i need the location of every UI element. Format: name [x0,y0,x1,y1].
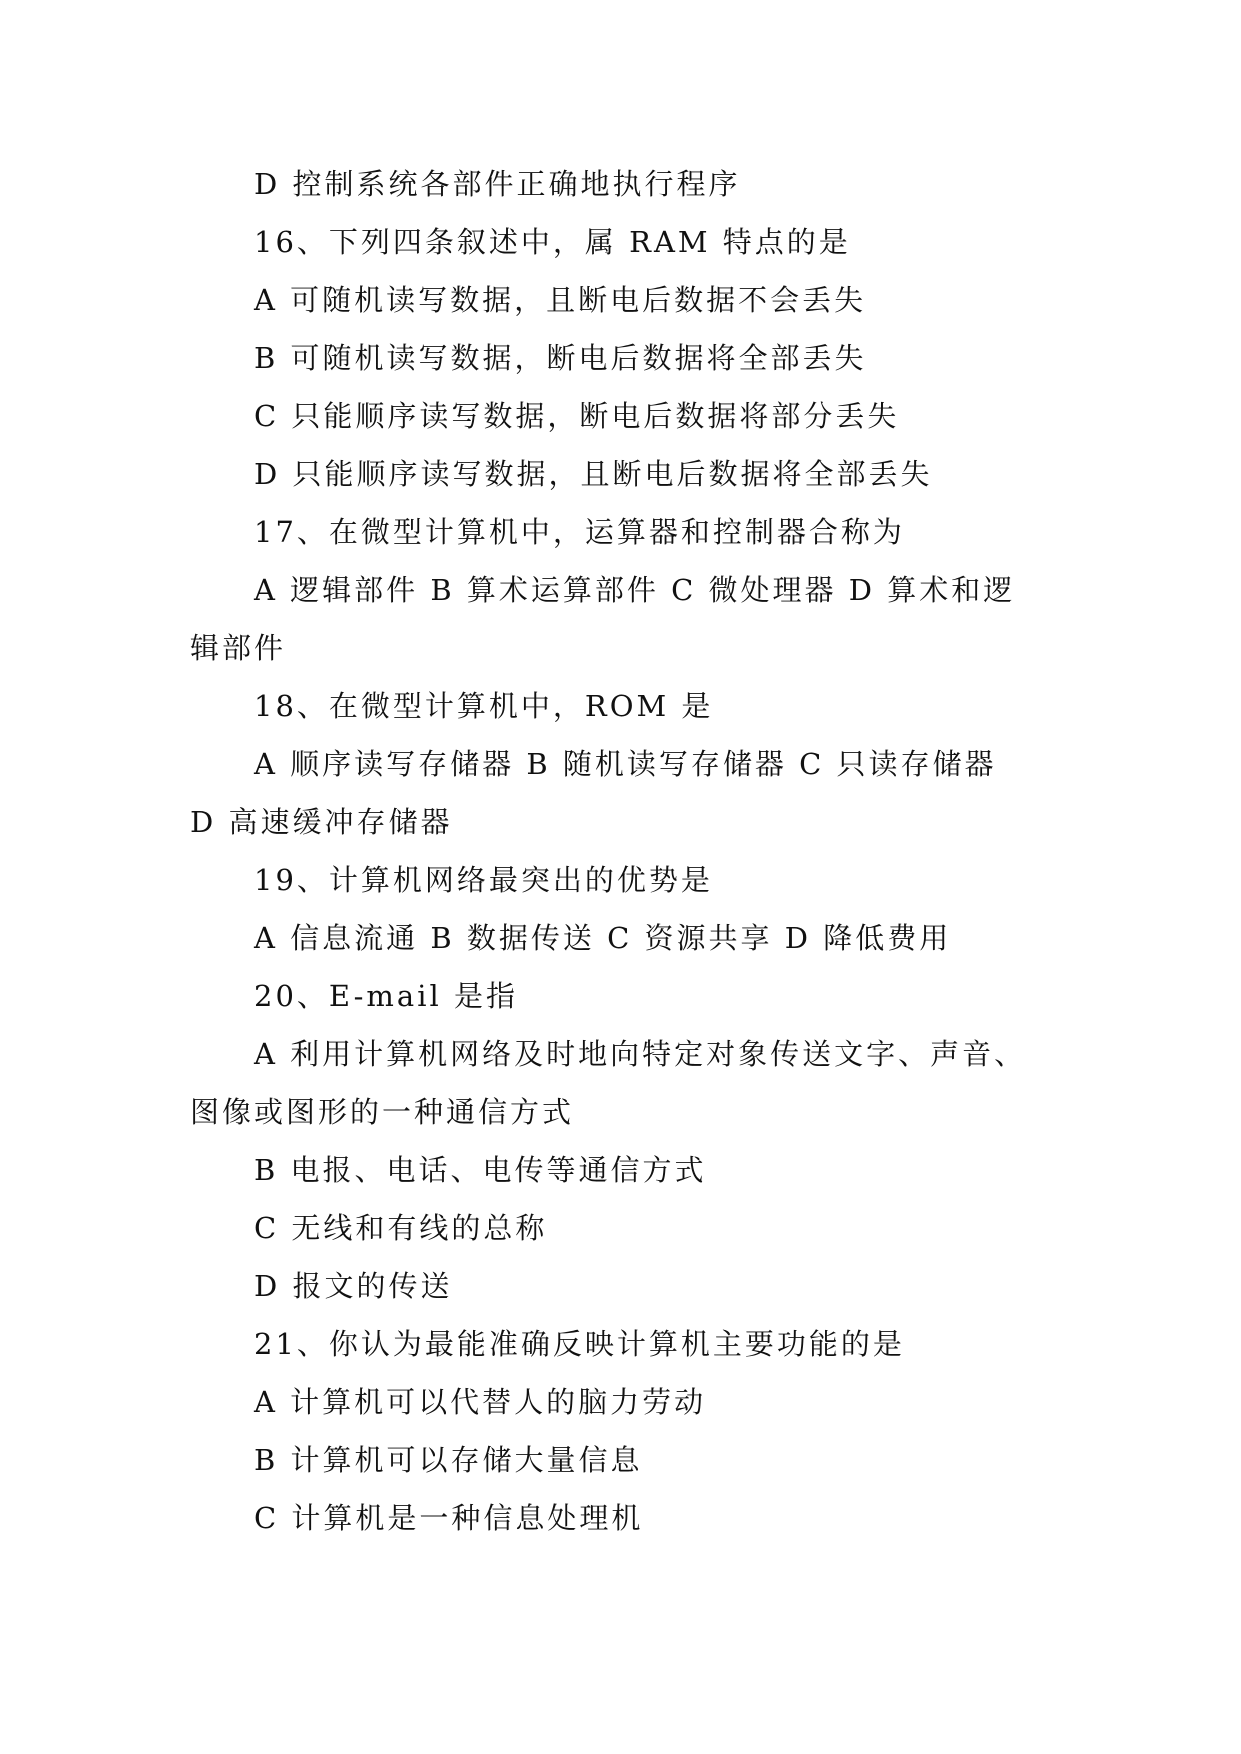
option-line: A 可随机读写数据，且断电后数据不会丢失 [254,283,867,317]
option-line: B 可随机读写数据，断电后数据将全部丢失 [254,341,867,375]
option-line: C 只能顺序读写数据，断电后数据将部分丢失 [254,399,900,433]
option-line-continued: D 高速缓冲存储器 [190,805,453,839]
question-line: 16、下列四条叙述中，属 RAM 特点的是 [254,225,851,259]
option-line: A 计算机可以代替人的脑力劳动 [254,1385,707,1419]
option-line: A 利用计算机网络及时地向特定对象传送文字、声音、 [254,1037,1027,1071]
question-line: 17、在微型计算机中，运算器和控制器合称为 [254,515,905,549]
option-line: C 计算机是一种信息处理机 [254,1501,644,1535]
question-line: 20、E-mail 是指 [254,979,518,1013]
option-line: C 无线和有线的总称 [254,1211,548,1245]
option-line: B 电报、电话、电传等通信方式 [254,1153,707,1187]
question-line: 19、计算机网络最突出的优势是 [254,863,713,897]
option-line: A 逻辑部件 B 算术运算部件 C 微处理器 D 算术和逻 [254,573,1016,607]
option-line: A 顺序读写存储器 B 随机读写存储器 C 只读存储器 [254,747,997,781]
question-line: 21、你认为最能准确反映计算机主要功能的是 [254,1327,905,1361]
option-line-continued: 辑部件 [190,631,287,665]
option-line-continued: 图像或图形的一种通信方式 [190,1095,575,1129]
option-line: D 报文的传送 [254,1269,453,1303]
option-line: B 计算机可以存储大量信息 [254,1443,643,1477]
question-line: 18、在微型计算机中，ROM 是 [254,689,714,723]
option-line: A 信息流通 B 数据传送 C 资源共享 D 降低费用 [254,921,952,955]
option-line: D 控制系统各部件正确地执行程序 [254,167,741,201]
option-line: D 只能顺序读写数据，且断电后数据将全部丢失 [254,457,933,491]
